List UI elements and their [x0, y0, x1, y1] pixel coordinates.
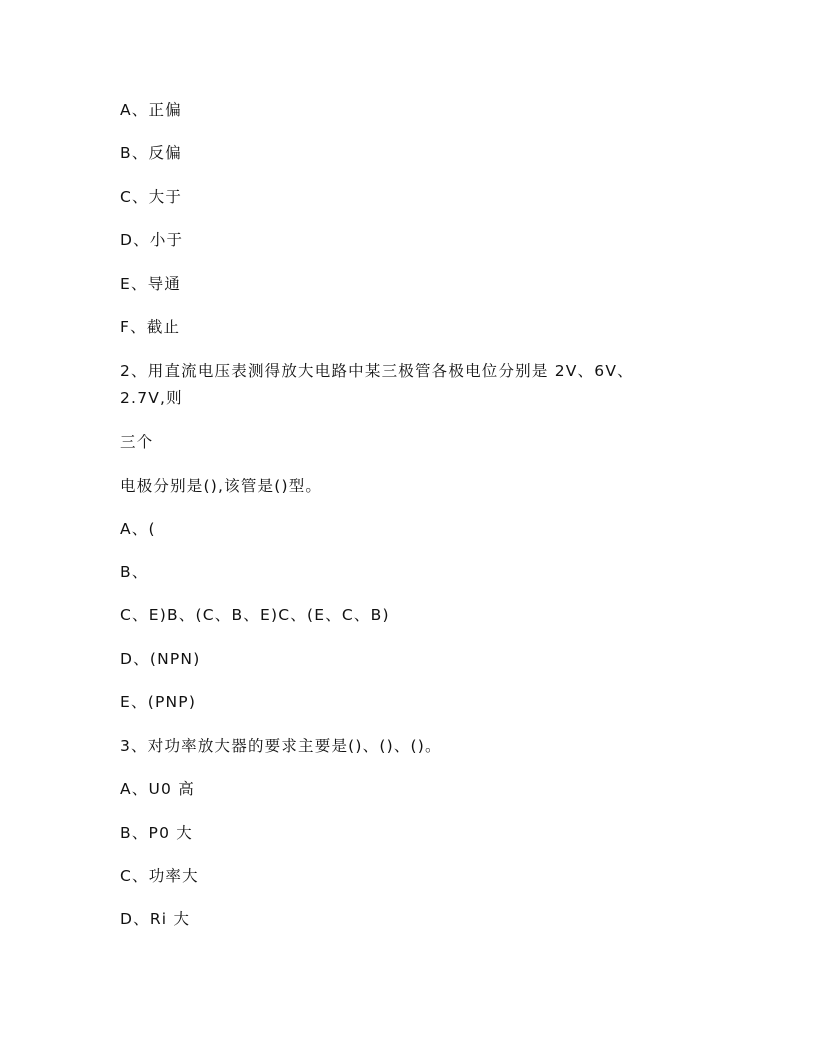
q2-option-b: B、 — [120, 563, 149, 581]
q1-option-a: A、正偏 — [120, 101, 182, 119]
q3-question: 3、对功率放大器的要求主要是()、()、()。 — [120, 737, 442, 755]
q2-question-line-3: 三个 — [120, 433, 154, 451]
q2-question-line-4: 电极分别是(),该管是()型。 — [120, 477, 323, 495]
q2-option-c: C、E)B、(C、B、E)C、(E、C、B) — [120, 606, 390, 624]
q2-option-a: A、( — [120, 520, 156, 538]
q1-option-b: B、反偏 — [120, 144, 182, 162]
q1-option-c: C、大于 — [120, 188, 183, 206]
q1-option-e: E、导通 — [120, 275, 182, 293]
q2-question-line-1: 2、用直流电压表测得放大电路中某三极管各极电位分别是 2V、6V、 — [120, 362, 634, 380]
q3-option-d: D、Ri 大 — [120, 910, 191, 928]
q2-question-line-2: 2.7V,则 — [120, 389, 183, 407]
q2-option-d: D、(NPN) — [120, 650, 201, 668]
q3-option-a: A、U0 高 — [120, 780, 195, 798]
q3-option-c: C、功率大 — [120, 867, 199, 885]
q2-option-e: E、(PNP) — [120, 693, 197, 711]
q1-option-d: D、小于 — [120, 231, 184, 249]
q1-option-f: F、截止 — [120, 318, 181, 336]
q3-option-b: B、P0 大 — [120, 824, 193, 842]
